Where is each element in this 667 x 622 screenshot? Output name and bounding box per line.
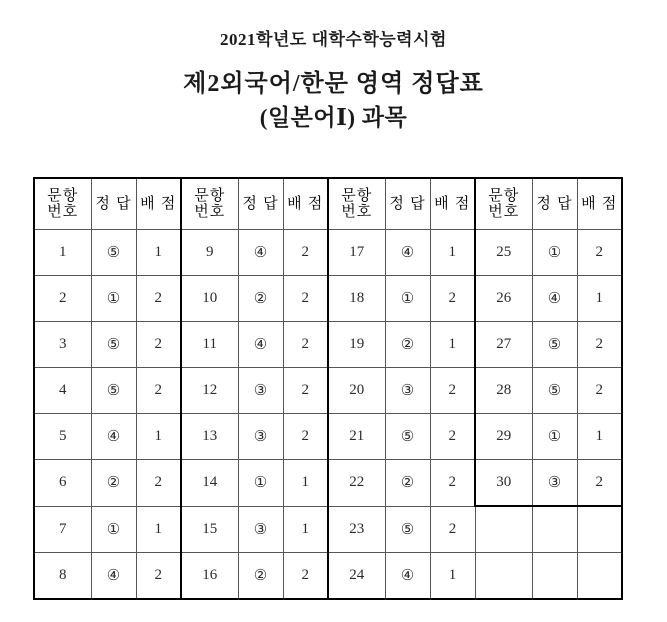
cell-answer: ④ (532, 276, 577, 322)
cell-answer: ④ (238, 322, 283, 368)
cell-points: 1 (430, 230, 475, 276)
cell-empty (475, 506, 532, 552)
cell-question-number: 17 (328, 230, 385, 276)
cell-answer: ③ (385, 368, 430, 414)
cell-answer: ④ (91, 414, 136, 460)
header-question-number-1 (34, 178, 91, 230)
cell-answer: ② (238, 276, 283, 322)
cell-question-number: 18 (328, 276, 385, 322)
cell-answer: ⑤ (91, 368, 136, 414)
cell-empty (532, 506, 577, 552)
cell-question-number: 16 (181, 552, 238, 599)
cell-answer: ④ (385, 230, 430, 276)
cell-answer: ④ (91, 552, 136, 599)
cell-points: 1 (283, 506, 328, 552)
cell-answer: ③ (238, 414, 283, 460)
cell-points: 1 (136, 230, 181, 276)
cell-empty (475, 552, 532, 599)
cell-points: 2 (136, 368, 181, 414)
cell-points: 2 (283, 276, 328, 322)
cell-answer: ① (91, 276, 136, 322)
header-question-number-top: 문항 (341, 187, 373, 204)
cell-question-number: 22 (328, 460, 385, 507)
cell-answer: ⑤ (91, 230, 136, 276)
cell-points: 2 (136, 552, 181, 599)
cell-answer: ③ (238, 368, 283, 414)
cell-question-number: 10 (181, 276, 238, 322)
cell-points: 2 (283, 552, 328, 599)
header-question-number-4 (475, 178, 532, 230)
cell-answer: ① (238, 460, 283, 507)
header-question-number-top: 문항 (194, 187, 226, 204)
cell-points: 1 (430, 552, 475, 599)
cell-answer: ① (91, 506, 136, 552)
header-question-number-3 (328, 178, 385, 230)
header-points-1: 배 점 (136, 178, 181, 230)
cell-question-number: 3 (34, 322, 91, 368)
cell-answer: ① (532, 414, 577, 460)
cell-points: 1 (577, 276, 622, 322)
header-question-number-2 (181, 178, 238, 230)
table-row (34, 322, 622, 368)
cell-question-number: 9 (181, 230, 238, 276)
header-answer-1: 정 답 (91, 178, 136, 230)
cell-question-number: 20 (328, 368, 385, 414)
cell-answer: ③ (238, 506, 283, 552)
header-points-4: 배 점 (577, 178, 622, 230)
document-titles (0, 0, 667, 134)
cell-answer: ② (91, 460, 136, 507)
cell-answer: ⑤ (532, 322, 577, 368)
cell-points: 2 (577, 230, 622, 276)
cell-question-number: 27 (475, 322, 532, 368)
cell-points: 1 (577, 414, 622, 460)
cell-answer: ② (238, 552, 283, 599)
cell-points: 2 (136, 460, 181, 507)
header-points-2: 배 점 (283, 178, 328, 230)
cell-answer: ④ (238, 230, 283, 276)
header-question-number-top: 문항 (47, 187, 79, 204)
cell-points: 1 (283, 460, 328, 507)
cell-points: 2 (577, 460, 622, 507)
cell-points: 2 (577, 368, 622, 414)
cell-question-number: 14 (181, 460, 238, 507)
header-question-number-bottom: 번호 (194, 203, 226, 220)
cell-question-number: 21 (328, 414, 385, 460)
cell-question-number: 2 (34, 276, 91, 322)
cell-question-number: 7 (34, 506, 91, 552)
cell-empty (577, 552, 622, 599)
cell-question-number: 15 (181, 506, 238, 552)
cell-question-number: 1 (34, 230, 91, 276)
cell-question-number: 12 (181, 368, 238, 414)
header-answer-4: 정 답 (532, 178, 577, 230)
cell-empty (532, 552, 577, 599)
cell-question-number: 13 (181, 414, 238, 460)
table-row (34, 276, 622, 322)
cell-question-number: 8 (34, 552, 91, 599)
cell-question-number: 30 (475, 460, 532, 507)
cell-question-number: 19 (328, 322, 385, 368)
cell-question-number: 24 (328, 552, 385, 599)
cell-points: 2 (577, 322, 622, 368)
header-question-number-top: 문항 (488, 187, 520, 204)
header-question-number-bottom: 번호 (47, 203, 79, 220)
subject-name-title: (일본어Ⅰ) 과목 (259, 105, 408, 130)
cell-answer: ⑤ (385, 506, 430, 552)
cell-question-number: 4 (34, 368, 91, 414)
cell-question-number: 6 (34, 460, 91, 507)
header-points-3: 배 점 (430, 178, 475, 230)
cell-points: 2 (430, 276, 475, 322)
cell-points: 1 (136, 506, 181, 552)
header-question-number-bottom: 번호 (488, 203, 520, 220)
answer-table (33, 177, 623, 600)
exam-year-title: 2021학년도 대학수학능력시험 (220, 30, 447, 49)
cell-answer: ② (385, 322, 430, 368)
header-question-number-bottom: 번호 (341, 203, 373, 220)
table-row (34, 460, 622, 507)
cell-points: 2 (430, 368, 475, 414)
table-row (34, 506, 622, 552)
cell-answer: ① (385, 276, 430, 322)
header-answer-3: 정 답 (385, 178, 430, 230)
cell-answer: ③ (532, 460, 577, 507)
cell-question-number: 11 (181, 322, 238, 368)
cell-question-number: 23 (328, 506, 385, 552)
cell-answer: ② (385, 460, 430, 507)
cell-points: 1 (136, 414, 181, 460)
cell-answer: ① (532, 230, 577, 276)
header-answer-2: 정 답 (238, 178, 283, 230)
cell-question-number: 26 (475, 276, 532, 322)
cell-points: 2 (136, 322, 181, 368)
cell-points: 2 (283, 230, 328, 276)
table-row (34, 368, 622, 414)
cell-question-number: 29 (475, 414, 532, 460)
cell-points: 1 (430, 322, 475, 368)
cell-points: 2 (430, 506, 475, 552)
cell-answer: ⑤ (91, 322, 136, 368)
cell-points: 2 (430, 414, 475, 460)
table-row (34, 414, 622, 460)
cell-answer: ⑤ (385, 414, 430, 460)
table-header-row (34, 178, 622, 230)
cell-answer: ④ (385, 552, 430, 599)
cell-points: 2 (283, 322, 328, 368)
cell-question-number: 25 (475, 230, 532, 276)
cell-points: 2 (430, 460, 475, 507)
cell-points: 2 (283, 368, 328, 414)
cell-points: 2 (136, 276, 181, 322)
cell-answer: ⑤ (532, 368, 577, 414)
table-row (34, 552, 622, 599)
cell-question-number: 28 (475, 368, 532, 414)
cell-empty (577, 506, 622, 552)
subject-area-title: 제2외국어/한문 영역 정답표 (183, 71, 484, 97)
cell-points: 2 (283, 414, 328, 460)
table-row (34, 230, 622, 276)
cell-question-number: 5 (34, 414, 91, 460)
answer-table-wrap (33, 177, 623, 600)
